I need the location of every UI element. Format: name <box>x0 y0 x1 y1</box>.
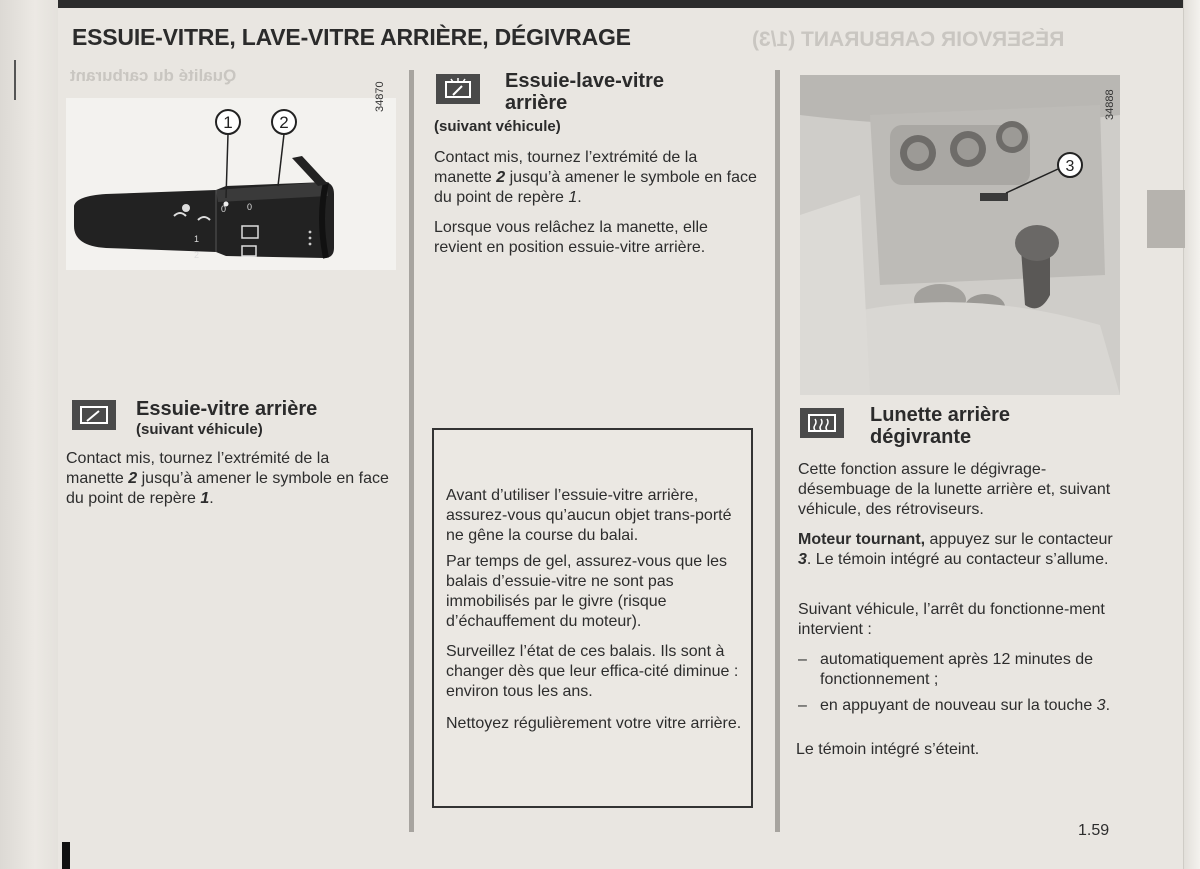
defrost-stop-list <box>798 650 1120 716</box>
bleed-through-subtitle: Qualité du carburant <box>70 66 237 85</box>
column-divider-left <box>409 70 414 832</box>
defrost-text-2: . Le témoin intégré au contacteur s’allume. <box>806 551 1109 568</box>
bottom-margin-bar <box>62 842 70 869</box>
list-item-2-text: en appuyant de nouveau sur la touche <box>820 697 1097 714</box>
warning-p2: Par temps de gel, assurez-vous que les balais d’essuie-vitre ne sont pas immobilisés par le givre (risque d’échauffement du moteur). <box>446 553 728 630</box>
left-page-edge <box>0 0 58 869</box>
page-number: 1.59 <box>1078 822 1110 839</box>
wiper-stalk-illustration <box>66 98 396 270</box>
dashboard-illustration <box>800 75 1120 395</box>
rear-washer-text-1: Contact mis, tournez l’extrémité de la manette <box>434 149 698 186</box>
callout-1: 1 <box>223 113 233 132</box>
list-item-1-text: automatiquement après 12 minutes de fonctionnement ; <box>820 651 1094 688</box>
list-item <box>798 650 1120 690</box>
wiper-stalk-figure <box>66 98 396 270</box>
rear-wiper-ref-2: 2 <box>128 470 138 487</box>
callout-3: 3 <box>1065 158 1075 175</box>
rear-wiper-subtitle: (suivant véhicule) <box>136 421 263 438</box>
warning-p4: Nettoyez régulièrement votre vitre arrière. <box>446 715 742 732</box>
list-item-2-end: . <box>1105 697 1111 714</box>
dashboard-photo <box>800 75 1120 395</box>
rear-washer-instructions <box>434 148 758 208</box>
rear-wiper-icon <box>72 400 116 430</box>
rear-wiper-text-2: jusqu’à amener le symbole en face du point de repère <box>66 470 389 507</box>
figure2-number: 34888 <box>1104 89 1116 120</box>
rear-washer-release-note: Lorsque vous relâchez la manette, elle revient en position essuie-vitre arrière. <box>434 219 708 256</box>
list-item <box>798 696 1120 716</box>
rear-defrost-title: Lunette arrière dégivrante <box>870 404 1011 448</box>
rear-washer-ref-2: 2 <box>496 169 506 186</box>
rear-wiper-text-3: . <box>209 490 214 507</box>
callout-2: 2 <box>279 113 289 132</box>
warning-box <box>432 428 753 808</box>
rear-washer-title: Essuie-lave-vitre arrière <box>505 70 664 114</box>
rear-washer-ref-1: 1 <box>568 189 578 206</box>
stalk-mark-2: 2 <box>194 250 200 260</box>
rear-washer-subtitle: (suivant véhicule) <box>434 118 561 135</box>
defrost-ref-3: 3 <box>798 551 807 568</box>
defrost-instructions <box>798 530 1120 570</box>
chapter-thumb-tab <box>1147 190 1185 248</box>
rear-defrost-icon <box>800 408 844 438</box>
right-page-edge <box>1183 0 1200 869</box>
warning-p1: Avant d’utiliser l’essuie-vitre arrière, assurez-vous qu’aucun objet trans-porté ne gêne la course du balai. <box>446 487 732 544</box>
rear-wiper-ref-1: 1 <box>200 490 210 507</box>
warning-p3: Surveillez l’état de ces balais. Ils sont à changer dès que leur effica-cité diminue : environ tous les ans. <box>446 643 739 700</box>
defrost-engine-running: Moteur tournant, <box>798 531 926 548</box>
stalk-mark-1: 1 <box>194 234 200 244</box>
rear-washer-text-3: . <box>577 189 582 206</box>
rear-wiper-text-1: Contact mis, tournez l’extrémité de la manette <box>66 450 330 487</box>
figure1-number: 34870 <box>374 81 386 112</box>
defrost-stop-intro: Suivant véhicule, l’arrêt du fonctionne-ment intervient : <box>798 601 1105 638</box>
rear-wiper-title: Essuie-vitre arrière <box>136 398 318 420</box>
stalk-mark-0b: 0 <box>247 202 253 212</box>
left-edge-marker <box>0 60 16 100</box>
page-header: ESSUIE-VITRE, LAVE-VITRE ARRIÈRE, DÉGIVRAGE <box>72 24 631 50</box>
rear-washer-text-2: jusqu’à amener le symbole en face du point de repère <box>434 169 757 206</box>
defrost-description: Cette fonction assure le dégivrage-désembuage de la lunette arrière et, suivant véhicule, des rétroviseurs. <box>798 461 1111 518</box>
defrost-text-1: appuyez sur le contacteur <box>925 531 1113 548</box>
column-divider-right <box>775 70 780 832</box>
top-page-shadow <box>0 0 1200 8</box>
defrost-off-note: Le témoin intégré s’éteint. <box>796 741 980 758</box>
stalk-mark-0a: 0 <box>221 204 227 214</box>
bleed-through-title: RÉSERVOIR CARBURANT (1/3) <box>752 28 1065 51</box>
rear-wiper-instructions <box>66 449 390 509</box>
rear-washer-icon <box>436 74 480 104</box>
list-item-2-ref: 3 <box>1096 697 1106 714</box>
